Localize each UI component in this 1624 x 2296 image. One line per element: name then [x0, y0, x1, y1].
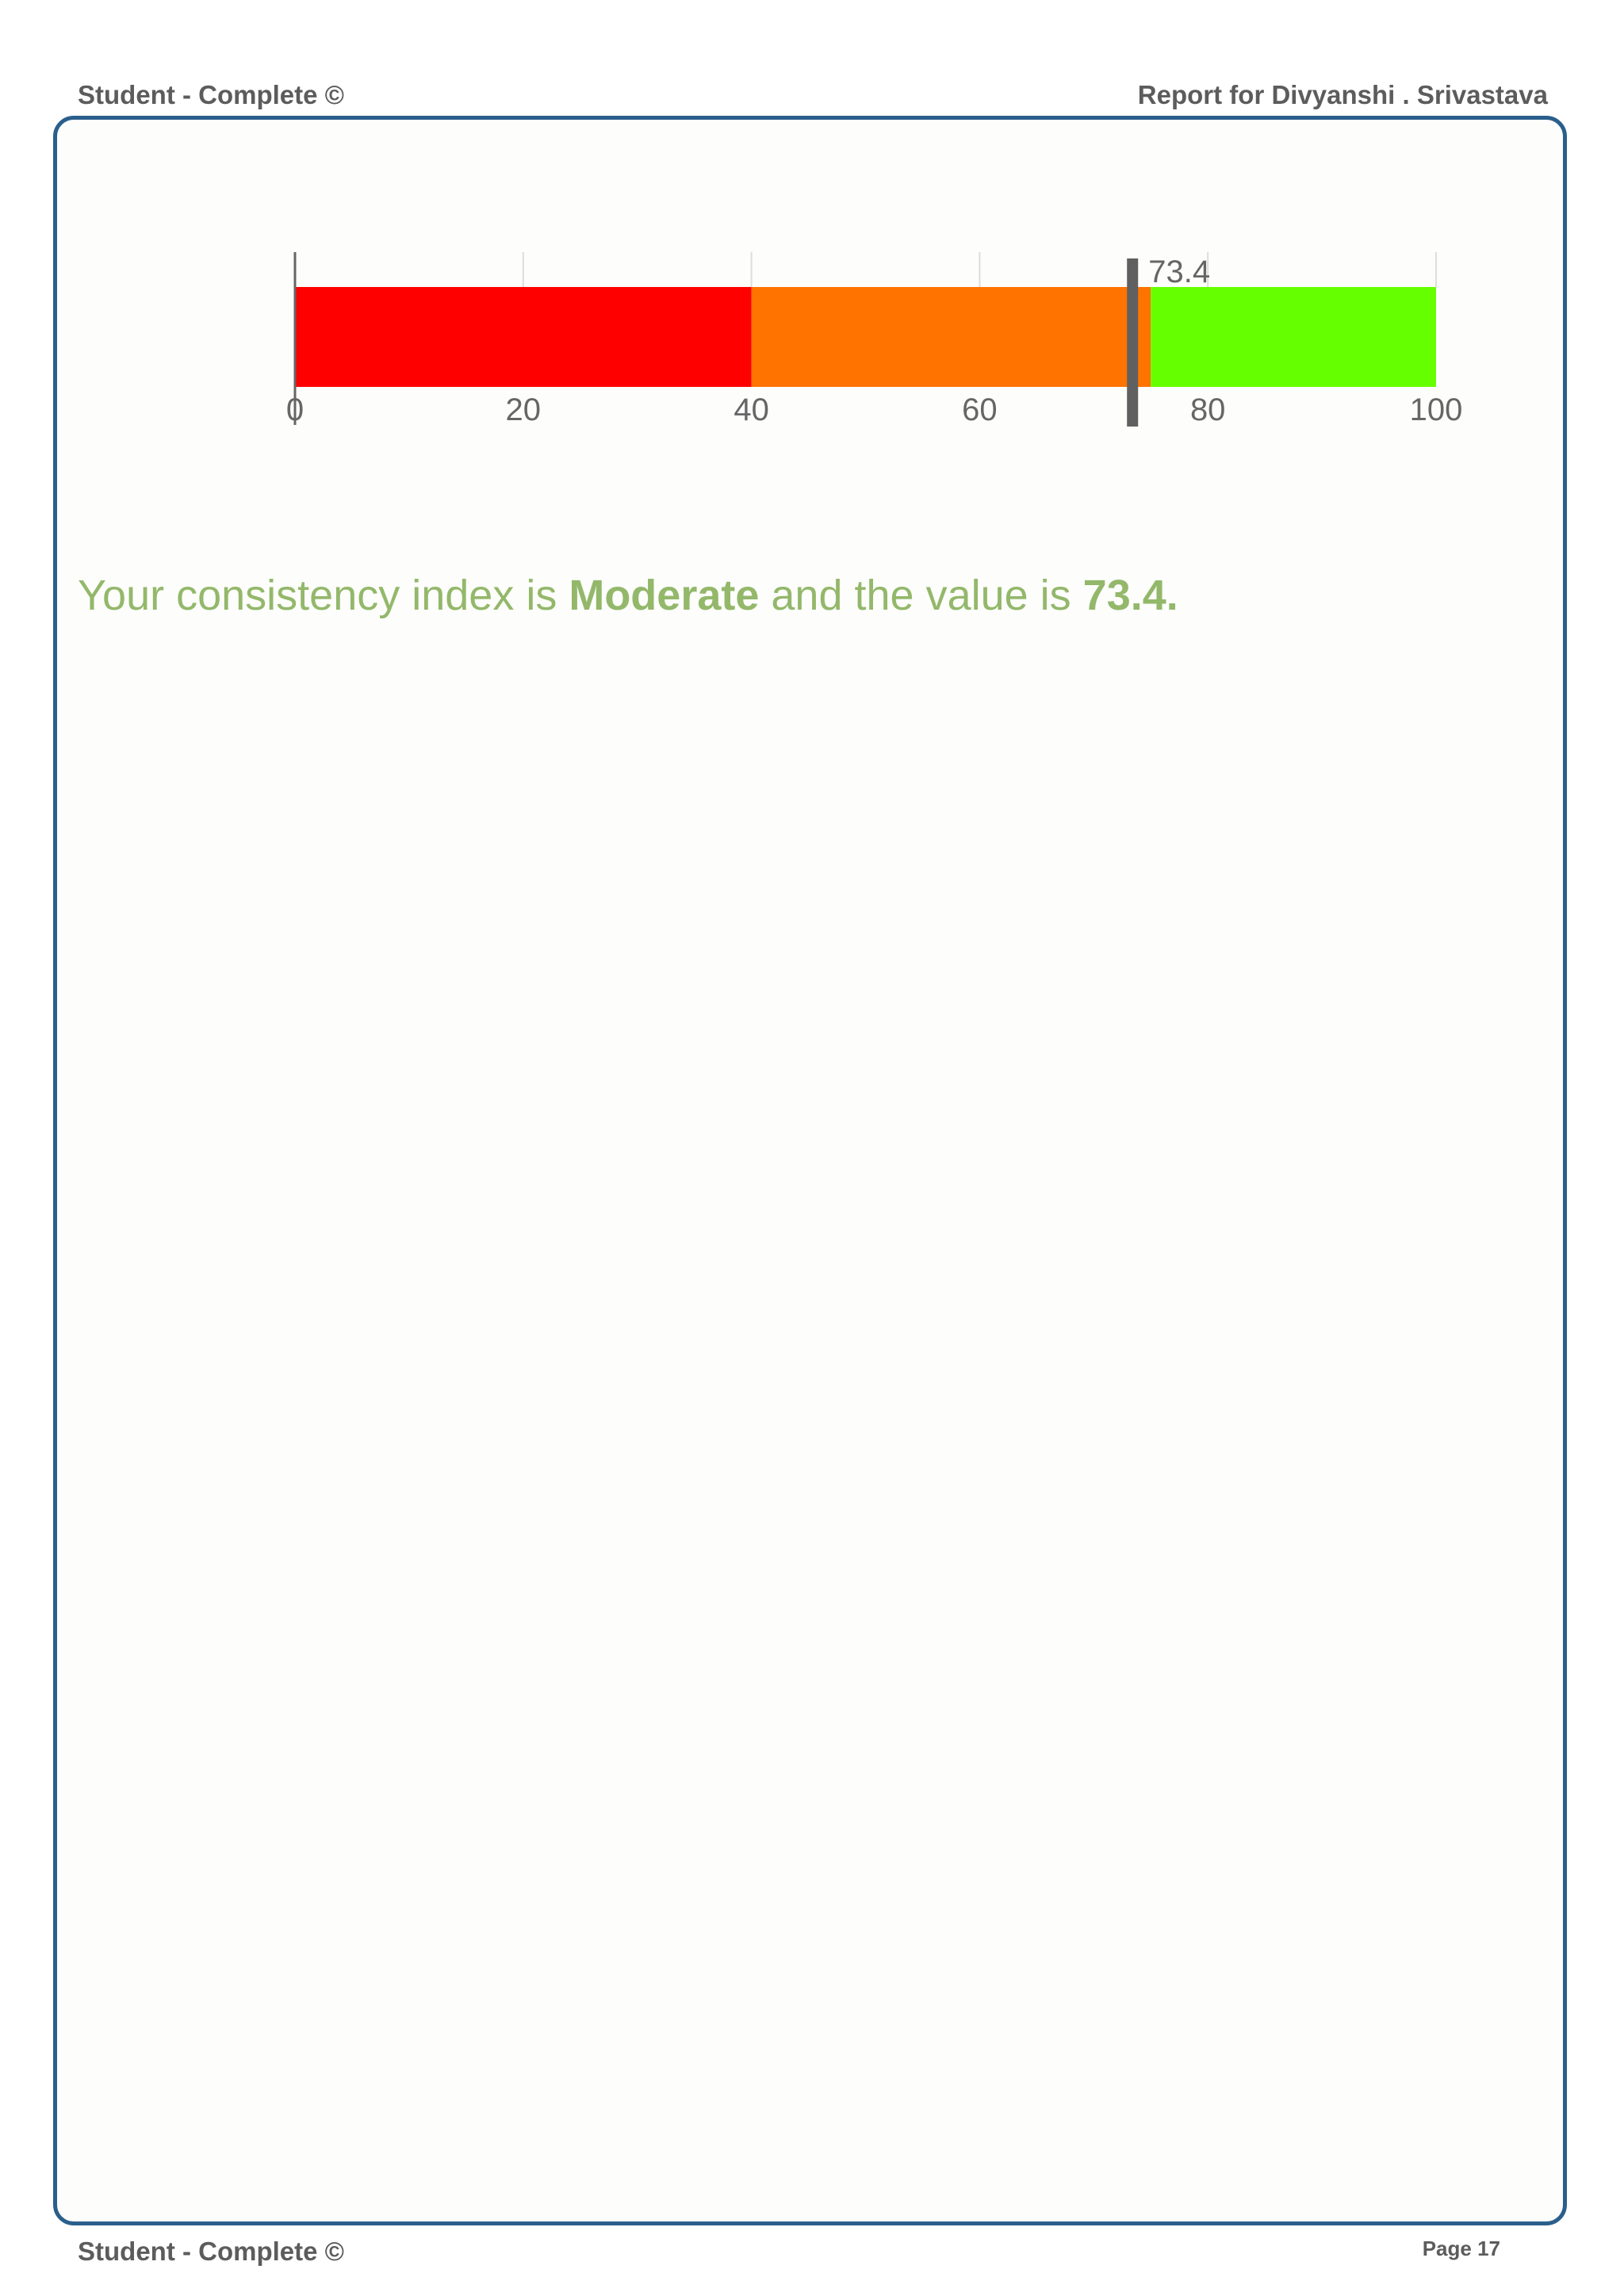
tick-label-20: 20 [505, 392, 542, 427]
value-marker [1127, 258, 1138, 427]
tick-label-100: 100 [1409, 392, 1463, 427]
gauge-band-1 [295, 287, 752, 387]
tick-label-60: 60 [962, 392, 998, 427]
gauge-band-2 [752, 287, 1151, 387]
report-owner: Report for Divyanshi . Srivastava [1137, 80, 1548, 109]
page-number: Page 17 [1422, 2237, 1500, 2260]
summary-middle: and the value is [759, 572, 1083, 619]
value-marker-label: 73.4 [1148, 254, 1211, 289]
consistency-level: Moderate [569, 572, 760, 619]
tick-label-40: 40 [733, 392, 769, 427]
header-title: Student - Complete © [78, 80, 344, 109]
tick-label-80: 80 [1189, 392, 1226, 427]
consistency-summary [78, 569, 1178, 622]
summary-prefix: Your consistency index is [78, 572, 569, 619]
consistency-value: 73.4. [1082, 572, 1178, 619]
gauge-band-3 [1151, 287, 1436, 387]
footer-title: Student - Complete © [78, 2237, 344, 2266]
tick-label-0: 0 [285, 392, 304, 427]
consistency-gauge-chart [0, 0, 1624, 492]
